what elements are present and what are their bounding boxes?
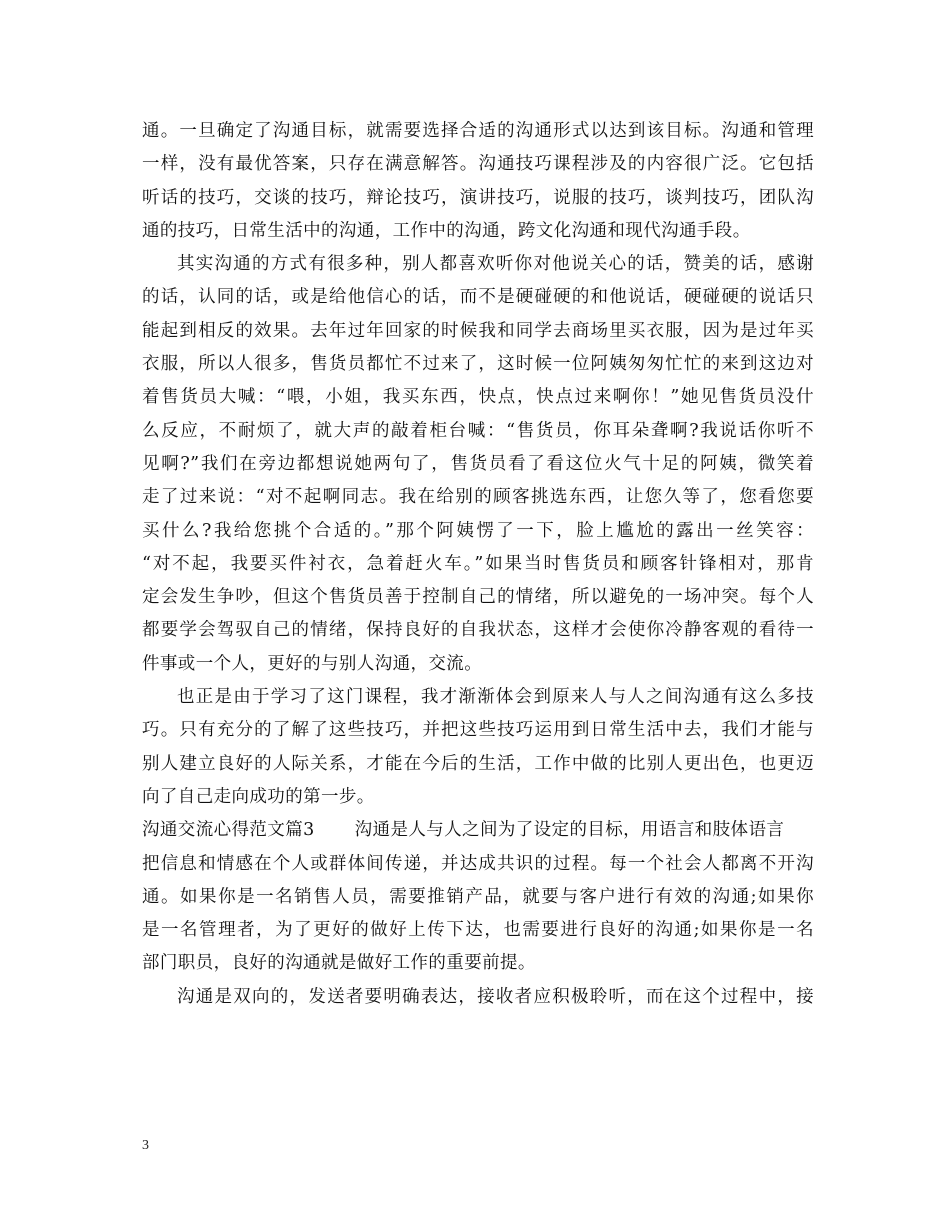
text-line: 听话的技巧，交谈的技巧，辩论技巧，演讲技巧，说服的技巧，谈判技巧，团队沟 — [142, 187, 814, 208]
text-line: 衣服，所以人很多，售货员都忙不过来了，这时候一位阿姨匆匆忙忙的来到这边对 — [142, 354, 814, 375]
text-line: 么反应，不耐烦了，就大声的敲着柜台喊：“售货员，你耳朵聋啊?我说话你听不 — [142, 420, 814, 441]
text-line: 别人建立良好的人际关系，才能在今后的生活，工作中做的比别人更出色，也更迈 — [142, 753, 814, 774]
text-line: 通的技巧，日常生活中的沟通，工作中的沟通，跨文化沟通和现代沟通手段。 — [142, 220, 751, 241]
text-line: “对不起，我要买件衬衣，急着赶火车。”如果当时售货员和顾客针锋相对，那肯 — [142, 553, 814, 574]
text-line: 是一名管理者，为了更好的做好上传下达，也需要进行良好的沟通;如果你是一名 — [142, 920, 814, 941]
paragraph-3 — [142, 681, 814, 814]
text-line: 买什么?我给您挑个合适的。”那个阿姨愣了一下，脸上尴尬的露出一丝笑容： — [142, 520, 814, 541]
section-heading: 沟通交流心得范文篇3 — [142, 820, 315, 841]
document-body — [142, 115, 814, 1014]
paragraph-5 — [142, 981, 814, 1014]
text-line: 通。一旦确定了沟通目标，就需要选择合适的沟通形式以达到该目标。沟通和管理 — [142, 121, 814, 141]
text-line: 定会发生争吵，但这个售货员善于控制自己的情绪，所以避免的一场冲突。每个人 — [142, 587, 814, 608]
paragraph-1 — [142, 115, 814, 248]
text-line: 巧。只有充分的了解了这些技巧，并把这些技巧运用到日常生活中去，我们才能与 — [142, 720, 814, 741]
text-line: 通。如果你是一名销售人员，需要推销产品，就要与客户进行有效的沟通;如果你 — [142, 886, 814, 907]
text-line: 的话，认同的话，或是给他信心的话，而不是硬碰硬的和他说话，硬碰硬的说话只 — [142, 287, 814, 308]
text-line: 着售货员大喊：“喂，小姐，我买东西，快点，快点过来啊你！”她见售货员没什 — [142, 387, 814, 408]
paragraph-4 — [142, 814, 814, 980]
text-line: 沟通是人与人之间为了设定的目标，用语言和肢体语言 — [354, 820, 785, 841]
text-line: 向了自己走向成功的第一步。 — [142, 786, 375, 807]
text-line: 走了过来说：“对不起啊同志。我在给别的顾客挑选东西，让您久等了，您看您要 — [142, 487, 814, 508]
text-line: 也正是由于学习了这门课程，我才渐渐体会到原来人与人之间沟通有这么多技 — [177, 687, 814, 708]
page-number: 3 — [142, 1138, 149, 1153]
text-line: 件事或一个人，更好的与别人沟通，交流。 — [142, 653, 483, 674]
text-line: 一样，没有最优答案，只存在满意解答。沟通技巧课程涉及的内容很广泛。它包括 — [142, 154, 814, 175]
text-line: 部门职员，良好的沟通就是做好工作的重要前提。 — [142, 953, 536, 974]
text-line: 见啊?”我们在旁边都想说她两句了，售货员看了看这位火气十足的阿姨，微笑着 — [142, 453, 814, 474]
text-line: 沟通是双向的，发送者要明确表达，接收者应积极聆听，而在这个过程中，接 — [177, 986, 814, 1007]
text-line: 能起到相反的效果。去年过年回家的时候我和同学去商场里买衣服，因为是过年买 — [142, 320, 814, 341]
text-line: 其实沟通的方式有很多种，别人都喜欢听你对他说关心的话，赞美的话，感谢 — [177, 254, 814, 275]
paragraph-2 — [142, 248, 814, 681]
heading-line — [142, 814, 814, 847]
text-line: 把信息和情感在个人或群体间传递，并达成共识的过程。每一个社会人都离不开沟 — [142, 853, 814, 874]
text-line: 都要学会驾驭自己的情绪，保持良好的自我状态，这样才会使你冷静客观的看待一 — [142, 620, 814, 641]
